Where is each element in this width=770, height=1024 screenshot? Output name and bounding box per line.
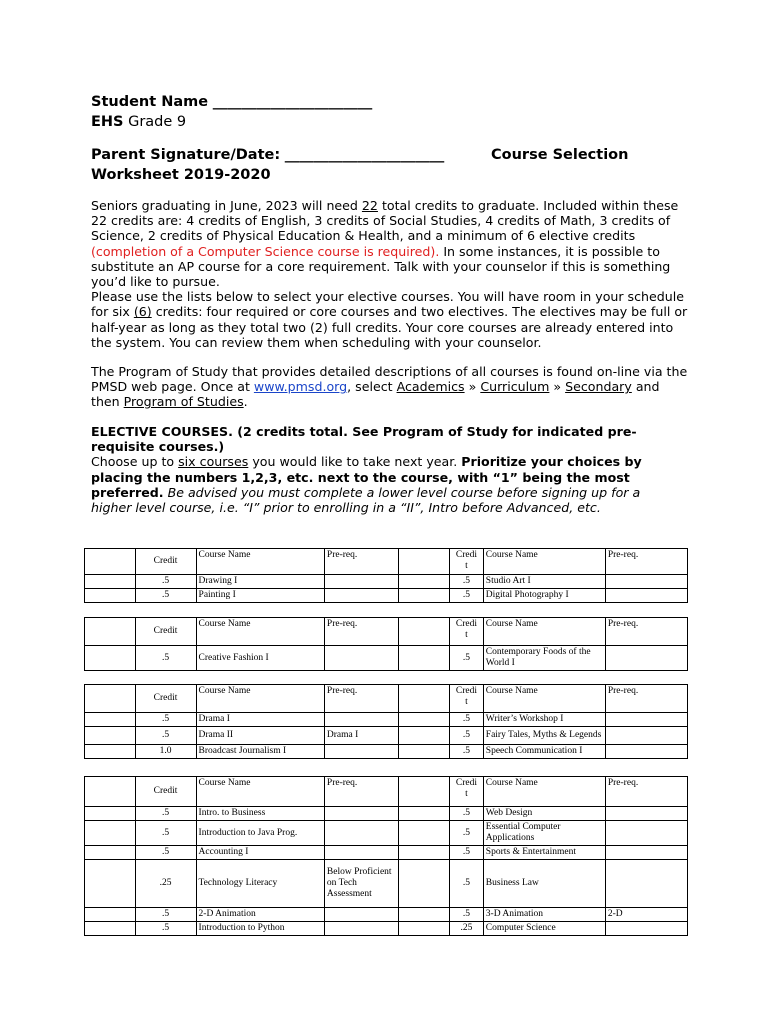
priority-rank-cell[interactable]: [398, 908, 450, 922]
course-name-cell: Painting I: [196, 589, 324, 603]
credit-cell: 1.0: [135, 745, 196, 759]
credit-cell: .25: [135, 860, 196, 908]
course-name-cell: Writer’s Workshop I: [483, 713, 605, 727]
prereq-header: Pre-req.: [605, 777, 687, 807]
course-name-cell: 2-D Animation: [196, 908, 324, 922]
credit-cell: .5: [135, 821, 196, 846]
priority-rank-cell[interactable]: [85, 908, 136, 922]
prereq-header: Pre-req.: [605, 618, 687, 646]
secondary-link[interactable]: Secondary: [565, 379, 632, 395]
course-name-cell: Introduction to Java Prog.: [196, 821, 324, 846]
priority-rank-cell[interactable]: [85, 821, 136, 846]
credit-header: Credit: [135, 685, 196, 713]
table-header-row: [85, 549, 688, 575]
priority-rank-cell[interactable]: [398, 922, 450, 936]
priority-rank-cell[interactable]: [85, 727, 136, 745]
priority-rank-cell[interactable]: [398, 821, 450, 846]
course-table-art: [84, 548, 688, 603]
prereq-cell: [605, 575, 687, 589]
student-name-line: [91, 92, 372, 112]
credit-cell: .5: [135, 575, 196, 589]
credit-cell: .5: [450, 646, 484, 671]
electives-instructions: Choose up to six courses you would like to take next year. Prioritize your choices by placing the numbers 1,2,3, etc. next to the course, with “1” being the most preferred. Be advised you must complete a lower level course before signing up for a higher level course, i.e. “I” prior to enrolling in a “II”, Intro before Advanced, etc.: [91, 454, 642, 516]
intro-text: [91, 198, 691, 410]
credit-cell: .5: [450, 807, 484, 821]
credit-cell: .5: [450, 713, 484, 727]
credit-cell: .5: [450, 589, 484, 603]
credit-cell: .5: [135, 807, 196, 821]
course-name-header: Course Name: [483, 685, 605, 713]
parent-signature-line: [91, 145, 711, 165]
credit-cell: .5: [135, 922, 196, 936]
prereq-cell: [605, 589, 687, 603]
prereq-cell: [324, 713, 398, 727]
prereq-cell: [324, 807, 398, 821]
course-name-cell: Introduction to Python: [196, 922, 324, 936]
parent-signature-label: Parent Signature/Date:: [91, 147, 281, 163]
parent-signature-field[interactable]: ______________________: [284, 147, 445, 163]
course-name-cell: Sports & Entertainment: [483, 846, 605, 860]
rank-header-cell: [398, 549, 450, 575]
credit-cell: .25: [450, 922, 484, 936]
table-header-row: [85, 618, 688, 646]
table-row: [85, 860, 688, 908]
course-name-header: Course Name: [196, 618, 324, 646]
course-name-header: Course Name: [196, 685, 324, 713]
prereq-cell: 2-D: [605, 908, 687, 922]
prereq-cell: [605, 860, 687, 908]
credit-cell: .5: [135, 589, 196, 603]
credit-cell: .5: [450, 575, 484, 589]
table-row: [85, 646, 688, 671]
credit-header: Credi t: [450, 777, 484, 807]
course-name-cell: Web Design: [483, 807, 605, 821]
credit-cell: .5: [450, 846, 484, 860]
priority-rank-cell[interactable]: [85, 745, 136, 759]
prereq-cell: [605, 922, 687, 936]
credit-cell: .5: [450, 821, 484, 846]
prereq-header: Pre-req.: [324, 777, 398, 807]
credit-cell: .5: [135, 646, 196, 671]
electives-heading: ELECTIVE COURSES. (2 credits total. See Program of Study for indicated pre-requisite courses.): [91, 424, 637, 455]
priority-rank-cell[interactable]: [85, 846, 136, 860]
academics-link[interactable]: Academics: [396, 379, 465, 395]
prereq-cell: [605, 821, 687, 846]
table-row: [85, 846, 688, 860]
priority-rank-cell[interactable]: [398, 646, 450, 671]
course-table-fashion-foods: [84, 617, 688, 671]
priority-rank-cell[interactable]: [398, 713, 450, 727]
priority-rank-cell[interactable]: [85, 646, 136, 671]
graduation-requirements-paragraph: Seniors graduating in June, 2023 will need 22 total credits to graduate. Included within these 22 credits are: 4 credits of English, 3 credits of Social Studies, 4 credits of Math, 3 credits of Science, 2 credits of Physical Education & Health, and a minimum of 6 elective credits (completion of a Computer Science course is required). In some instances, it is possible to substitute an AP course for a core requirement. Talk with your counselor if this is something you’d like to pursue.: [91, 198, 679, 290]
course-name-cell: Accounting I: [196, 846, 324, 860]
table-row: [85, 575, 688, 589]
rank-header-cell: [398, 777, 450, 807]
rank-header-cell: [85, 618, 136, 646]
table-header-row: [85, 685, 688, 713]
prereq-header: Pre-req.: [324, 618, 398, 646]
prereq-cell: [324, 846, 398, 860]
course-name-cell: Fairy Tales, Myths & Legends: [483, 727, 605, 745]
priority-rank-cell[interactable]: [398, 846, 450, 860]
prereq-cell: [324, 745, 398, 759]
program-of-studies-link[interactable]: Program of Studies: [123, 394, 244, 410]
course-name-cell: Computer Science: [483, 922, 605, 936]
prereq-cell: [605, 713, 687, 727]
course-name-header: Course Name: [196, 549, 324, 575]
prereq-header: Pre-req.: [324, 549, 398, 575]
rank-header-cell: [85, 549, 136, 575]
credit-header: Credi t: [450, 618, 484, 646]
prereq-header: Pre-req.: [605, 685, 687, 713]
worksheet-title-part2: Worksheet 2019-2020: [91, 167, 271, 183]
course-name-cell: Creative Fashion I: [196, 646, 324, 671]
course-name-cell: Drama I: [196, 713, 324, 727]
electives-section: [91, 424, 651, 515]
priority-rank-cell[interactable]: [85, 807, 136, 821]
course-name-cell: Broadcast Journalism I: [196, 745, 324, 759]
curriculum-link[interactable]: Curriculum: [480, 379, 550, 395]
priority-rank-cell[interactable]: [398, 589, 450, 603]
credit-header: Credit: [135, 777, 196, 807]
prereq-cell: [324, 575, 398, 589]
rank-header-cell: [398, 685, 450, 713]
credit-header: Credit: [135, 618, 196, 646]
course-name-cell: Intro. to Business: [196, 807, 324, 821]
course-name-cell: Drawing I: [196, 575, 324, 589]
course-name-header: Course Name: [483, 618, 605, 646]
table-row: [85, 727, 688, 745]
prereq-cell: [324, 821, 398, 846]
prereq-cell: Below Proficient on Tech Assessment: [324, 860, 398, 908]
computer-science-requirement: (completion of a Computer Science course is required).: [91, 243, 440, 259]
priority-rank-cell[interactable]: [398, 727, 450, 745]
credit-cell: .5: [450, 745, 484, 759]
course-name-header: Course Name: [483, 549, 605, 575]
course-name-cell: Essential Computer Applications: [483, 821, 605, 846]
credit-cell: .5: [135, 908, 196, 922]
priority-rank-cell[interactable]: [398, 807, 450, 821]
course-name-cell: Speech Communication I: [483, 745, 605, 759]
table-header-row: [85, 777, 688, 807]
prereq-cell: [605, 807, 687, 821]
course-name-header: Course Name: [483, 777, 605, 807]
priority-rank-cell[interactable]: [398, 860, 450, 908]
grade-label: Grade 9: [128, 114, 187, 130]
course-name-cell: Contemporary Foods of the World I: [483, 646, 605, 671]
table-row: [85, 908, 688, 922]
table-row: [85, 922, 688, 936]
course-table-drama-writing: [84, 684, 688, 759]
credit-header: Credi t: [450, 549, 484, 575]
credit-header: Credi t: [450, 685, 484, 713]
table-row: [85, 589, 688, 603]
prereq-cell: [324, 646, 398, 671]
rank-header-cell: [85, 685, 136, 713]
rank-header-cell: [85, 777, 136, 807]
course-name-cell: Digital Photography I: [483, 589, 605, 603]
course-name-cell: 3-D Animation: [483, 908, 605, 922]
priority-rank-cell[interactable]: [398, 575, 450, 589]
prereq-cell: [324, 908, 398, 922]
worksheet-title-part1: Course Selection: [491, 147, 629, 163]
prereq-cell: [605, 646, 687, 671]
student-name-field[interactable]: ______________________: [212, 94, 373, 110]
course-name-cell: Business Law: [483, 860, 605, 908]
table-row: [85, 807, 688, 821]
prereq-cell: [324, 589, 398, 603]
course-table-business-tech: [84, 776, 688, 936]
pmsd-website-link[interactable]: www.pmsd.org: [253, 379, 348, 395]
student-name-label: Student Name: [91, 94, 209, 110]
course-name-cell: Technology Literacy: [196, 860, 324, 908]
course-name-header: Course Name: [196, 777, 324, 807]
credit-cell: .5: [135, 713, 196, 727]
table-row: [85, 821, 688, 846]
priority-rank-cell[interactable]: [398, 745, 450, 759]
priority-rank-cell[interactable]: [85, 713, 136, 727]
prereq-cell: [324, 922, 398, 936]
table-row: [85, 745, 688, 759]
priority-rank-cell[interactable]: [85, 860, 136, 908]
prereq-cell: Drama I: [324, 727, 398, 745]
elective-instructions-paragraph: Please use the lists below to select your elective courses. You will have room in your schedule for six (6) credits: four required or core courses and two electives. The electives may be full or half-year as long as they total two (2) full credits. Your core courses are already entered into the system. You can review them when scheduling with your counselor.: [91, 289, 688, 350]
prereq-cell: [605, 727, 687, 745]
priority-rank-cell[interactable]: [85, 575, 136, 589]
table-row: [85, 713, 688, 727]
credit-header: Credit: [135, 549, 196, 575]
program-of-study-paragraph: The Program of Study that provides detailed descriptions of all courses is found on-line via the PMSD web page. Once at www.pmsd.org, select Academics » Curriculum » Secondary and then Program of Studies.: [91, 364, 688, 410]
prereq-header: Pre-req.: [324, 685, 398, 713]
prereq-cell: [605, 846, 687, 860]
course-name-cell: Drama II: [196, 727, 324, 745]
school-label: EHS: [91, 114, 124, 130]
priority-rank-cell[interactable]: [85, 922, 136, 936]
credit-cell: .5: [135, 727, 196, 745]
prereq-header: Pre-req.: [605, 549, 687, 575]
credit-cell: .5: [450, 727, 484, 745]
rank-header-cell: [398, 618, 450, 646]
course-name-cell: Studio Art I: [483, 575, 605, 589]
credit-cell: .5: [450, 860, 484, 908]
prereq-cell: [605, 745, 687, 759]
priority-rank-cell[interactable]: [85, 589, 136, 603]
credit-cell: .5: [450, 908, 484, 922]
school-grade-line: [91, 112, 186, 132]
credit-cell: .5: [135, 846, 196, 860]
